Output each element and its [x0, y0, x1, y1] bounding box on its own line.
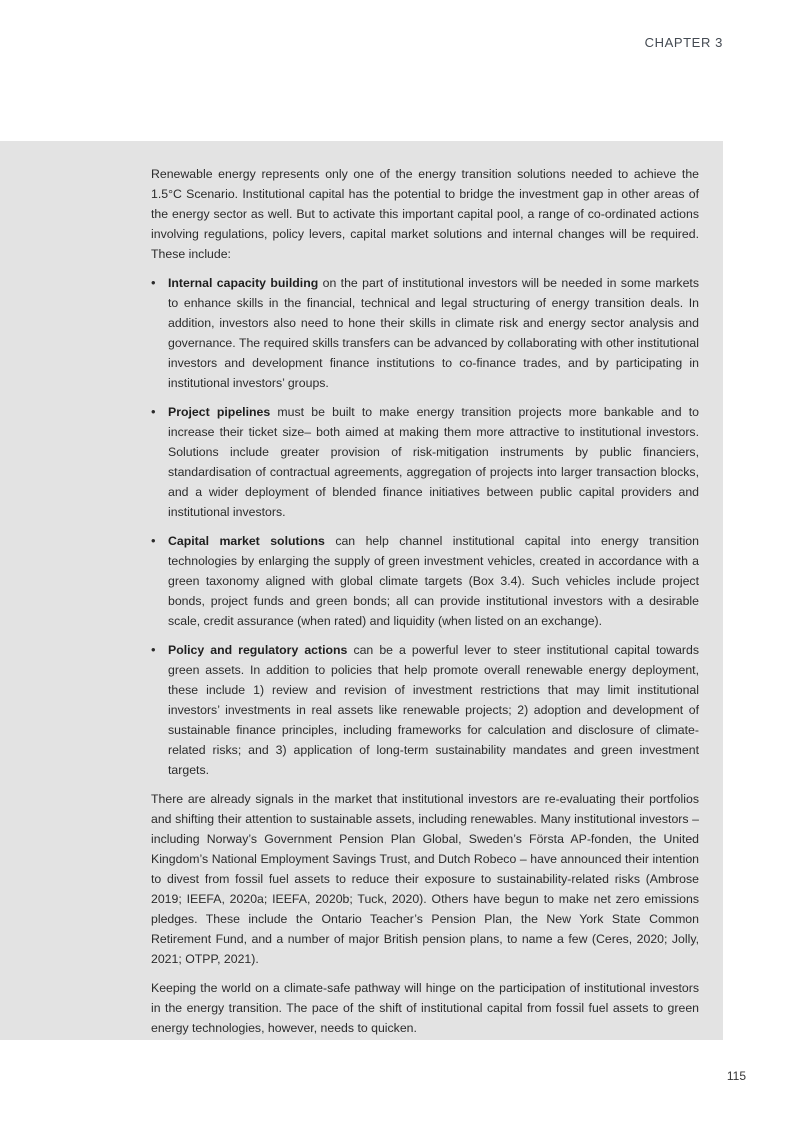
page-number: 115 [726, 1069, 746, 1083]
bullet-term: Internal capacity building [168, 276, 319, 290]
intro-paragraph: Renewable energy represents only one of the energy transition solutions needed to achieve the 1.5°C Scenario. Institutional capital has the potential to bridge the investment gap in other areas of the energy sector as well. But to activate this important capital pool, a range of co-ordinated actions involving regulations, policy levers, capital market solutions and internal changes will be required. These include: [151, 167, 699, 261]
list-item [151, 640, 699, 780]
bullet-term: Project pipelines [168, 405, 271, 419]
closing-paragraph: Keeping the world on a climate-safe pathway will hinge on the participation of institutional investors in the energy transition. The pace of the shift of institutional capital from fossil fuel assets to green energy technologies, however, needs to quicken. [151, 981, 699, 1035]
body-text [151, 164, 699, 1047]
bullet-term: Policy and regulatory actions [168, 643, 348, 657]
chapter-label: CHAPTER 3 [644, 35, 723, 50]
list-item [151, 531, 699, 631]
bullet-term: Capital market solutions [168, 534, 325, 548]
list-item [151, 402, 699, 522]
list-item [151, 273, 699, 393]
bullet-text: can be a powerful lever to steer institutional capital towards green assets. In addition to policies that help promote overall renewable energy deployment, these include 1) review and revision of investment restrictions that may limit institutional investors’ investments in real assets like renewable projects; 2) adoption and development of sustainable finance principles, including frameworks for calculation and disclosure of climate-related risks; and 3) application of long-term sustainability mandates and green investment targets. [168, 643, 700, 777]
bullet-text: on the part of institutional investors will be needed in some markets to enhance skills in the financial, technical and legal structuring of energy transition deals. In addition, investors also need to hone their skills in climate risk and energy sector analysis and governance. The required skills transfers can be advanced by collaborating with other institutional investors and development finance institutions to co-finance trades, and by participating in institutional investors’ groups. [168, 276, 699, 390]
action-list [151, 273, 699, 780]
signals-paragraph: There are already signals in the market that institutional investors are re-evaluating their portfolios and shifting their attention to sustainable assets, including renewables. Many institutional investors – including Norway’s Government Pension Plan Global, Sweden’s Första AP-fonden, the United Kingdom’s National Employment Savings Trust, and Dutch Robeco – have announced their intention to divest from fossil fuel assets to reduce their exposure to sustainability-related risks (Ambrose 2019; IEEFA, 2020a; IEEFA, 2020b; Tuck, 2020). Others have begun to make net zero emissions pledges. These include the Ontario Teacher’s Pension Plan, the New York State Common Retirement Fund, and a number of major British pension plans, to name a few (Ceres, 2020; Jolly, 2021; OTPP, 2021). [151, 792, 699, 966]
bullet-text: must be built to make energy transition projects more bankable and to increase their ticket size– both aimed at making them more attractive to institutional investors. Solutions include greater provision of risk-mitigation instruments by public financiers, standardisation of contractual agreements, aggregation of projects into larger transaction blocks, and a wider deployment of blended finance initiatives between public capital providers and institutional investors. [168, 405, 699, 519]
bullet-text: can help channel institutional capital into energy transition technologies by enlarging the supply of green investment vehicles, created in accordance with a green taxonomy aligned with global climate targets (Box 3.4). Such vehicles include project bonds, project funds and green bonds; all can provide institutional investors with a desirable scale, credit assurance (when rated) and liquidity (when listed on an exchange). [168, 534, 699, 628]
